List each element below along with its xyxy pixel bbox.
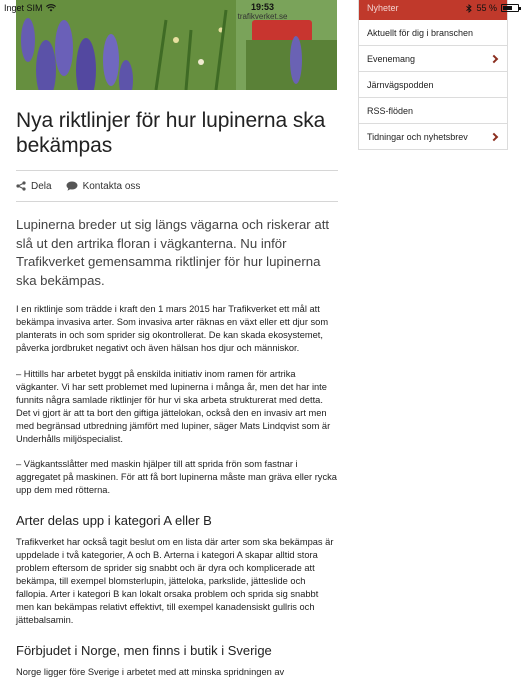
- sidebar-item-rss[interactable]: [359, 98, 507, 124]
- share-label: Dela: [31, 180, 52, 192]
- contact-button[interactable]: [66, 181, 141, 192]
- clock: 19:53: [250, 2, 275, 12]
- sidebar-item-tidningar[interactable]: [359, 124, 507, 150]
- chevron-right-icon: [490, 132, 498, 140]
- sidebar-item-aktuellt[interactable]: [359, 20, 507, 46]
- article-paragraph: – Hittills har arbetet byggt på enskilda initiativ inom ramen för artrika vägkanter. Vi har sett problemet med lupinerna i många år, men det har inte funnits några samlade riktlinjer för hur vi ska arbeta strukturerat med detta. Det vi gjort är att ta bort den giftiga jättelokan, också den en invasiv art men med begränsad utbredning jämfört med lupiner, säger Mats Lindqvist som är Underhålls miljöspecialist.: [16, 369, 331, 444]
- battery-fill: [503, 6, 512, 10]
- address-url[interactable]: trafikverket.se: [237, 12, 288, 21]
- page-title: Nya riktlinjer för hur lupinerna ska bekämpas: [16, 109, 326, 157]
- sidebar-item-nyheter[interactable]: Nyheter: [359, 0, 507, 20]
- article: [16, 108, 338, 678]
- section-heading: Arter delas upp i kategori A eller B: [16, 513, 212, 529]
- sidebar-item-jarnvagspodden[interactable]: [359, 72, 507, 98]
- article-paragraph: Trafikverket har också tagit beslut om en lista där arter som ska bekämpas är uppdelade i två kategorier, A och B. Arterna i kategori A skapar alltid stora problem eftersom de sprider sig snabbt och är dyra och komplicerade att bekämpa, till exempel blomsterlupin, jätteloka, parkslide, jätteslide och fallopia. Arter i kategori B kan lokalt orsaka problem och sprida sig snabbt men kan bekämpas relativt effektivt, till exempel kanadensiskt gullris och jättebalsamin.: [16, 537, 334, 625]
- sidebar-item-label: Evenemang: [367, 53, 416, 64]
- battery-icon: [501, 4, 519, 12]
- sidebar-item-label: Järnvägspodden: [367, 79, 434, 90]
- article-paragraph: – Vägkantsslåtter med maskin hjälper till att sprida frön som fastnar i aggregatet på maskinen. För att få bort lupinerna måste man gräva eller rycka upp dem med rötterna.: [16, 459, 337, 496]
- share-button[interactable]: [16, 181, 52, 192]
- article-body: [16, 303, 338, 678]
- sidebar-item-evenemang[interactable]: [359, 46, 507, 72]
- sidebar-nav: [358, 0, 508, 150]
- article-paragraph: I en riktlinje som trädde i kraft den 1 mars 2015 har Trafikverket ett mål att bekämpa invasiva arter. Som invasiva arter räknas en växt eller ett djur som planterats in och som sprider sig okontrollerat. De kan skada ekosystemet, påverka jordbruket negativt och även hälsan hos djur och människor.: [16, 304, 329, 354]
- chevron-right-icon: [490, 54, 498, 62]
- actions-divider: [16, 201, 338, 202]
- sidebar-item-label: Tidningar och nyhetsbrev: [367, 131, 468, 142]
- bluetooth-icon: [466, 4, 472, 13]
- article-actions: [16, 171, 338, 201]
- sidebar-item-label: Aktuellt för dig i branschen: [367, 27, 474, 38]
- sidebar-item-label: RSS-flöden: [367, 105, 414, 116]
- battery-percent: 55 %: [476, 3, 497, 13]
- contact-label: Kontakta oss: [82, 180, 141, 192]
- article-paragraph: Norge ligger före Sverige i arbetet med att minska spridningen av: [16, 666, 285, 677]
- article-lead: Lupinerna breder ut sig längs vägarna och riskerar att slå ut den artrika floran i vägkanterna. Nu inför Trafikverket gemensamma riktlinjer för hur lupinerna ska bekämpas.: [16, 217, 330, 288]
- share-icon: [16, 181, 26, 191]
- status-bar: [0, 0, 525, 22]
- speech-bubble-icon: [66, 181, 78, 191]
- status-right: [466, 3, 519, 13]
- carrier-label: Inget SIM: [4, 3, 43, 13]
- section-heading: Förbjudet i Norge, men finns i butik i Sverige: [16, 642, 272, 658]
